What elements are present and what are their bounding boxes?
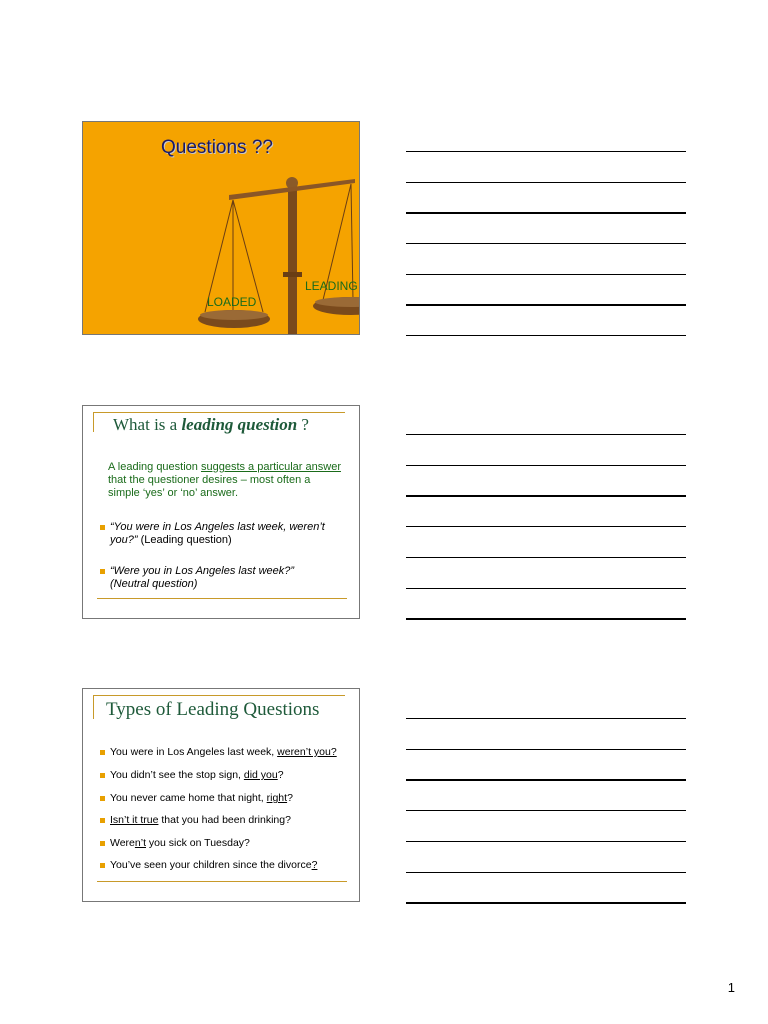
note-line bbox=[406, 526, 686, 527]
note-line bbox=[406, 274, 686, 275]
note-line bbox=[406, 557, 686, 558]
note-line bbox=[406, 718, 686, 719]
note-line bbox=[406, 434, 686, 435]
definition-text: A leading question suggests a particular answer that the questioner desires – most often a simple ‘yes’ or ‘no’ answer. bbox=[108, 461, 341, 499]
note-line bbox=[406, 304, 686, 306]
slide-3-title: Types of Leading Questions bbox=[106, 699, 320, 720]
list-item: Weren’t you sick on Tuesday? bbox=[110, 837, 355, 850]
note-line bbox=[406, 151, 686, 152]
title-frame-left bbox=[93, 412, 94, 432]
note-line bbox=[406, 212, 686, 214]
bullet-icon bbox=[100, 796, 105, 801]
bullet-icon bbox=[100, 863, 105, 868]
note-line bbox=[406, 495, 686, 497]
note-line bbox=[406, 618, 686, 620]
list-item: You were in Los Angeles last week, weren’t you? bbox=[110, 746, 355, 759]
title-frame-top bbox=[93, 695, 345, 696]
note-line bbox=[406, 779, 686, 781]
title-frame-top bbox=[93, 412, 345, 413]
note-line bbox=[406, 465, 686, 466]
slide-2-title: What is a leading question ? bbox=[113, 415, 309, 434]
note-line bbox=[406, 335, 686, 336]
bottom-divider bbox=[97, 598, 347, 599]
bullet-icon bbox=[100, 525, 105, 530]
title-frame-left bbox=[93, 695, 94, 719]
page-number: 1 bbox=[727, 980, 735, 995]
note-line bbox=[406, 841, 686, 842]
bullet-icon bbox=[100, 818, 105, 823]
note-line bbox=[406, 588, 686, 589]
note-line bbox=[406, 872, 686, 873]
list-item: You’ve seen your children since the divorce? bbox=[110, 859, 355, 872]
note-line bbox=[406, 902, 686, 904]
slide-1 bbox=[82, 121, 360, 335]
slide-1-title: Questions ?? bbox=[161, 137, 273, 158]
slide-2 bbox=[82, 405, 360, 619]
bullet-icon bbox=[100, 750, 105, 755]
leading-label: LEADING bbox=[305, 279, 358, 293]
note-line bbox=[406, 182, 686, 183]
slide-3 bbox=[82, 688, 360, 902]
bullet-icon bbox=[100, 841, 105, 846]
list-item: You didn’t see the stop sign, did you? bbox=[110, 769, 355, 782]
loaded-label: LOADED bbox=[207, 295, 257, 309]
bottom-divider bbox=[97, 881, 347, 882]
bullet-icon bbox=[100, 773, 105, 778]
bullet-icon bbox=[100, 569, 105, 574]
list-item: You never came home that night, right? bbox=[110, 792, 355, 805]
list-item: “You were in Los Angeles last week, weren’t you?” (Leading question) bbox=[110, 521, 345, 547]
list-item: “Were you in Los Angeles last week?” (Neutral question) bbox=[110, 565, 330, 591]
note-line bbox=[406, 243, 686, 244]
note-line bbox=[406, 749, 686, 750]
note-line bbox=[406, 810, 686, 811]
list-item: Isn’t it true that you had been drinking? bbox=[110, 814, 355, 827]
